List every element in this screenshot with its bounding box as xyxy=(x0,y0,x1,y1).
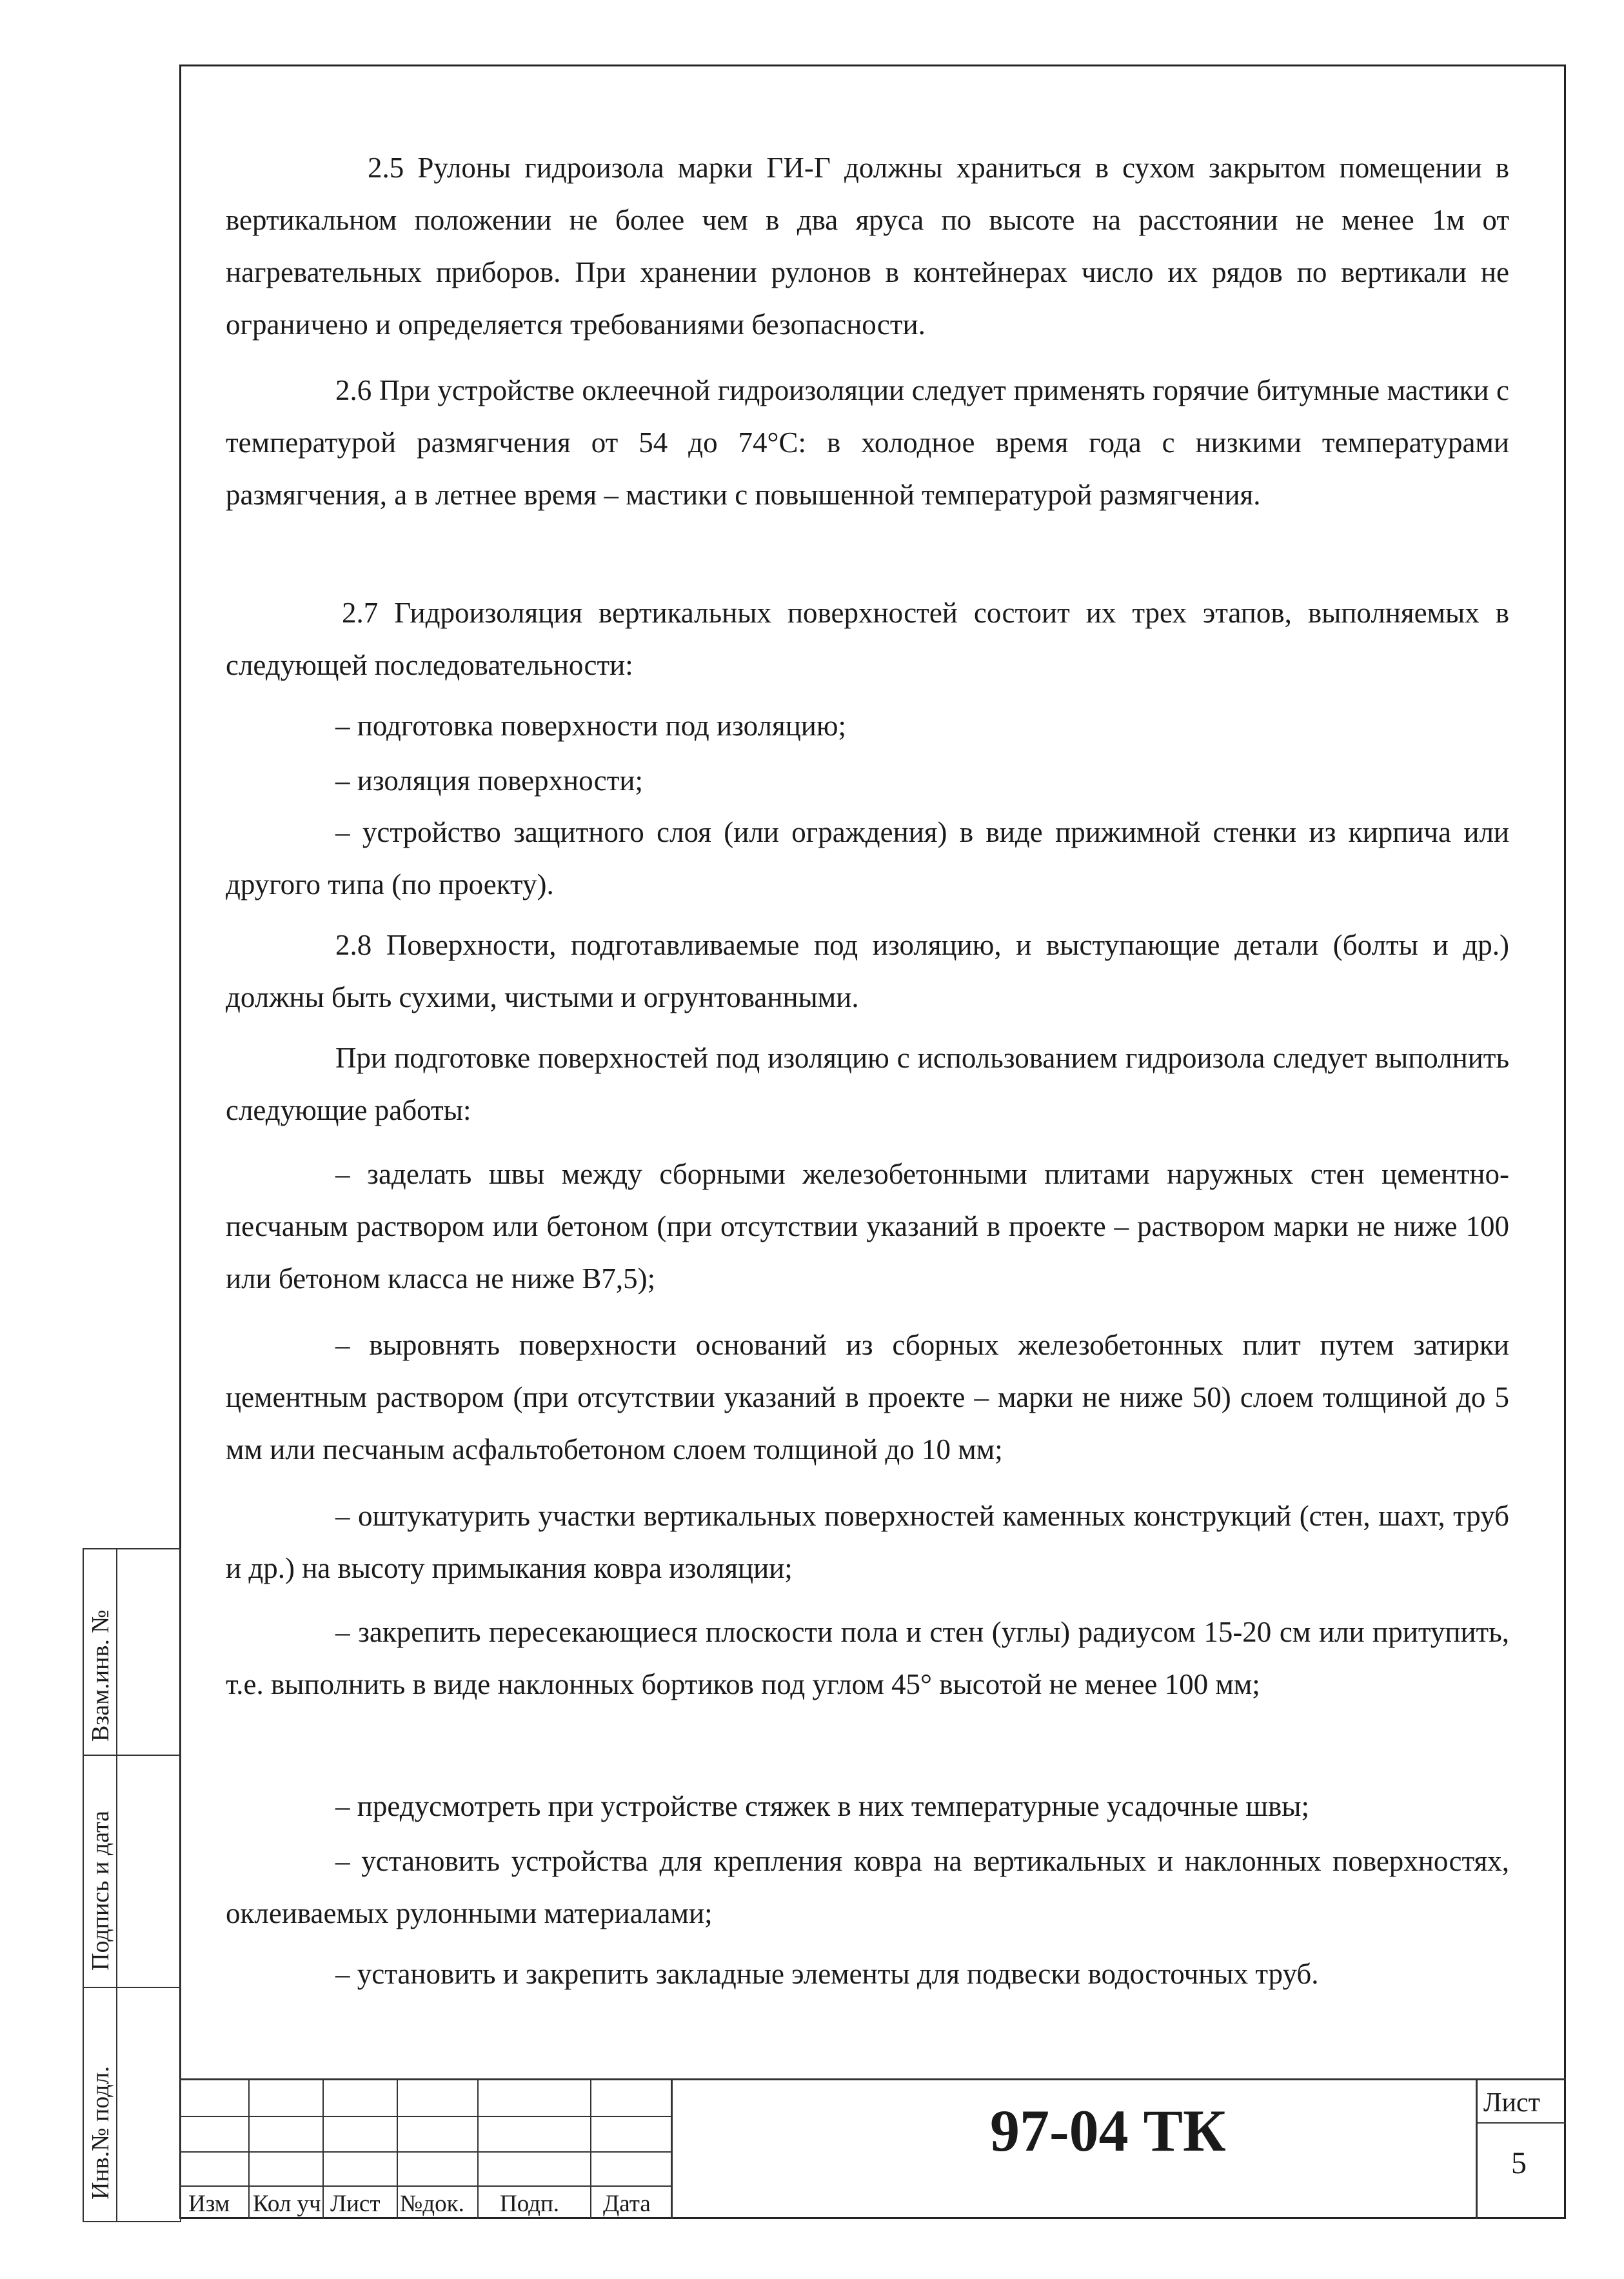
vzam-inv-label: Взам.инв. № xyxy=(87,1609,114,1742)
header-podp: Подп. xyxy=(500,2191,560,2217)
paragraph: 2.8 Поверхности, подготавливаемые под изоляцию, и выступающие детали (болты и др.) должны быть сухими, чистыми и огрунтованными. xyxy=(226,929,1509,1013)
sheet-label: Лист xyxy=(1483,2088,1540,2118)
list-item: – изоляция поверхности; xyxy=(335,764,643,797)
podpis-data-label: Подпись и дата xyxy=(87,1810,114,1971)
list-item: – подготовка поверхности под изоляцию; xyxy=(335,710,846,742)
list-item: – установить устройства для крепления ковра на вертикальных и наклонных поверхностях, оклеиваемых рулонными материалами; xyxy=(226,1845,1509,1929)
header-izm: Изм xyxy=(188,2191,230,2217)
list-item: – установить и закрепить закладные элементы для подвески водосточных труб. xyxy=(335,1958,1319,1990)
list-item: – устройство защитного слоя (или ограждения) в виде прижимной стенки из кирпича или другого типа (по проекту). xyxy=(226,816,1509,901)
list-item: – оштукатурить участки вертикальных поверхностей каменных конструкций (стен, шахт, труб и др.) на высоту примыкания ковра изоляции; xyxy=(226,1500,1509,1584)
paragraph: 2.7 Гидроизоляция вертикальных поверхностей состоит их трех этапов, выполняемых в следующей последовательности: xyxy=(226,597,1509,681)
inv-podl-label: Инв.№ подл. xyxy=(87,2065,114,2200)
document-code: 97-04 ТК xyxy=(990,2098,1226,2164)
paragraph: При подготовке поверхностей под изоляцию с использованием гидроизола следует выполнить следующие работы: xyxy=(226,1042,1509,1126)
list-item: – заделать швы между сборными железобетонными плитами наружных стен цементно-песчаным раствором или бетоном (при отсутствии указаний в проекте – раствором марки не ниже 100 или бетоном класса не ниже В7,5); xyxy=(226,1158,1509,1295)
header-ndok: №док. xyxy=(400,2191,464,2217)
header-data: Дата xyxy=(603,2191,651,2217)
sheet-number: 5 xyxy=(1511,2146,1527,2180)
header-kol-uch: Кол уч xyxy=(253,2191,321,2217)
paragraph: 2.6 При устройстве оклеечной гидроизоляции следует применять горячие битумные мастики с температурой размягчения от 54 до 74°С: в холодное время года с низкими температурами размягчения, а в летнее время – мастики с повышенной температурой размягчения. xyxy=(226,374,1509,511)
list-item: – закрепить пересекающиеся плоскости пола и стен (углы) радиусом 15-20 см или притупить, т.е. выполнить в виде наклонных бортиков под углом 45° высотой не менее 100 мм; xyxy=(226,1616,1509,1700)
list-item: – выровнять поверхности оснований из сборных железобетонных плит путем затирки цементным раствором (при отсутствии указаний в проекте – марки не ниже 50) слоем толщиной до 5 мм или песчаным асфальтобетоном слоем толщиной до 10 мм; xyxy=(226,1329,1509,1466)
paragraph: 2.5 Рулоны гидроизола марки ГИ-Г должны храниться в сухом закрытом помещении в вертикальном положении не более чем в два яруса по высоте на расстоянии не менее 1м от нагревательных приборов. При хранении рулонов в контейнерах число их рядов по вертикали не ограничено и определяется требованиями безопасности. xyxy=(226,152,1509,341)
list-item: – предусмотреть при устройстве стяжек в них температурные усадочные швы; xyxy=(335,1790,1309,1822)
header-list: Лист xyxy=(330,2191,381,2217)
